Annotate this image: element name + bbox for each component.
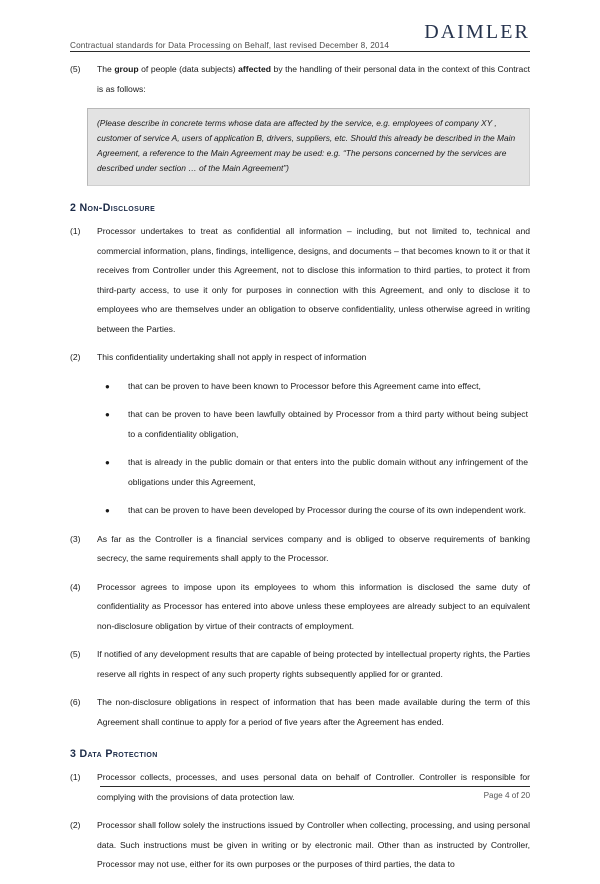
list-item-text: that can be proven to have been developed by Processor during the course of its own independent work. (128, 505, 526, 515)
paragraph-number: (5) (70, 64, 81, 74)
callout-text: (Please describe in concrete terms whose data are affected by the service, e.g. employees of company XY , customer of service A, users of application B, drivers, suppliers, etc. Should this already be described in the Main Agreement, a reference to the Main Agreement may be used: e.g. “The persons concerned by the services are described under section … of the Main Agreement”) (97, 118, 516, 173)
bullet-dot-icon: ● (105, 506, 110, 515)
bold-term-group: group (114, 64, 139, 74)
section3-paragraph-1 (70, 768, 530, 807)
paragraph-text: Processor undertakes to treat as confidential all information – including, but not limited to, technical and commercial information, plans, findings, intelligence, designs, and documents – that becomes known to it or that it receives from Controller under this Agreement, not to disclose this information to third parties, to protect it from third-party access, to use it only for purposes in connection with this Agreement, and only to disclose it to employees who are themselves under an obligation to observe confidentiality, unless otherwise agreed in writing between the Parties. (97, 226, 530, 334)
page-number-label: Page 4 of 20 (483, 791, 530, 800)
header-divider (70, 51, 530, 52)
section-heading-2 (70, 202, 530, 214)
paragraph-text (97, 60, 530, 99)
section3-paragraph-2 (70, 816, 530, 875)
list-item-text: that can be proven to have been known to Processor before this Agreement came into effect, (128, 380, 481, 391)
text-fragment: by the handling of their personal data in the context of this Contract is as follows: (97, 64, 530, 94)
paragraph-text: This confidentiality undertaking shall not apply in respect of information (97, 352, 367, 362)
paragraph-text: Processor shall follow solely the instructions issued by Controller when collecting, processing, and using personal data. Such instructions must be given in writing or by electronic mail. Other than as instructed by Controller, Processor may not use, either for its own purposes or the purposes of third parties, the data to (97, 820, 530, 869)
paragraph-text: If notified of any development results that are capable of being protected by intellectual property rights, the Parties reserve all rights in respect of any such property rights subsequently applied for or granted. (97, 649, 530, 679)
section2-paragraph-5 (70, 645, 530, 684)
document-body (70, 60, 530, 884)
section-number: 2 (70, 202, 77, 214)
instruction-callout-box (87, 108, 530, 186)
section2-paragraph-1 (70, 222, 530, 339)
paragraph-number: (6) (70, 697, 81, 707)
page-header (70, 22, 530, 52)
section2-paragraph-4 (70, 578, 530, 637)
section2-paragraph-6 (70, 693, 530, 732)
paragraph-number: (1) (70, 772, 81, 782)
section2-paragraph-3 (70, 530, 530, 569)
paragraph-number: (2) (70, 352, 81, 362)
section-heading-3 (70, 748, 530, 760)
list-item-text: that is already in the public domain or that enters into the public domain without any infringement of the obligations under this Agreement, (128, 457, 528, 487)
list-item (70, 377, 530, 397)
list-item-text: that can be proven to have been lawfully obtained by Processor from a third party without being subject to a confidentiality obligation, (128, 409, 528, 439)
section-title: Data Protection (79, 748, 158, 760)
bullet-dot-icon: ● (105, 410, 110, 419)
text-fragment: The (97, 64, 115, 74)
section-title: Non-Disclosure (79, 202, 156, 214)
list-item (70, 453, 530, 492)
paragraph-text: As far as the Controller is a financial services company and is obliged to observe requirements of banking secrecy, the same requirements shall apply to the Processor. (97, 533, 530, 563)
paragraph-number: (1) (70, 226, 81, 236)
list-item (70, 501, 530, 521)
paragraph-number: (4) (70, 581, 81, 592)
header-title: Contractual standards for Data Processing on Behalf, last revised December 8, 2014 (70, 41, 390, 50)
paragraph-text: Processor collects, processes, and uses personal data on behalf of Controller. Controller is responsible for complying with the provisions of data protection law. (97, 772, 530, 802)
exclusions-bullet-list (70, 377, 530, 521)
paragraph-text: Processor agrees to impose upon its employees to whom this information is disclosed the same duty of confidentiality as Processor has entered into above unless these employees are already subject to an equivalent non-disclosure obligation by virtue of their contracts of employment. (97, 581, 530, 631)
bullet-dot-icon: ● (105, 458, 110, 467)
bullet-dot-icon: ● (105, 381, 110, 391)
text-fragment: of people (data subjects) (138, 64, 239, 74)
paragraph-5-continued (70, 60, 530, 99)
bold-term-affected: affected (238, 64, 272, 74)
section-number: 3 (70, 748, 77, 760)
paragraph-number: (2) (70, 820, 81, 830)
paragraph-number: (3) (70, 533, 81, 544)
paragraph-number: (5) (70, 649, 81, 659)
list-item (70, 405, 530, 444)
daimler-logo: DAIMLER (424, 21, 530, 43)
paragraph-text: The non-disclosure obligations in respect of information that has been made available during the term of this Agreement shall continue to apply for a period of five years after the Agreement has ended. (97, 697, 530, 727)
section2-paragraph-2 (70, 348, 530, 368)
footer-divider (100, 786, 530, 787)
